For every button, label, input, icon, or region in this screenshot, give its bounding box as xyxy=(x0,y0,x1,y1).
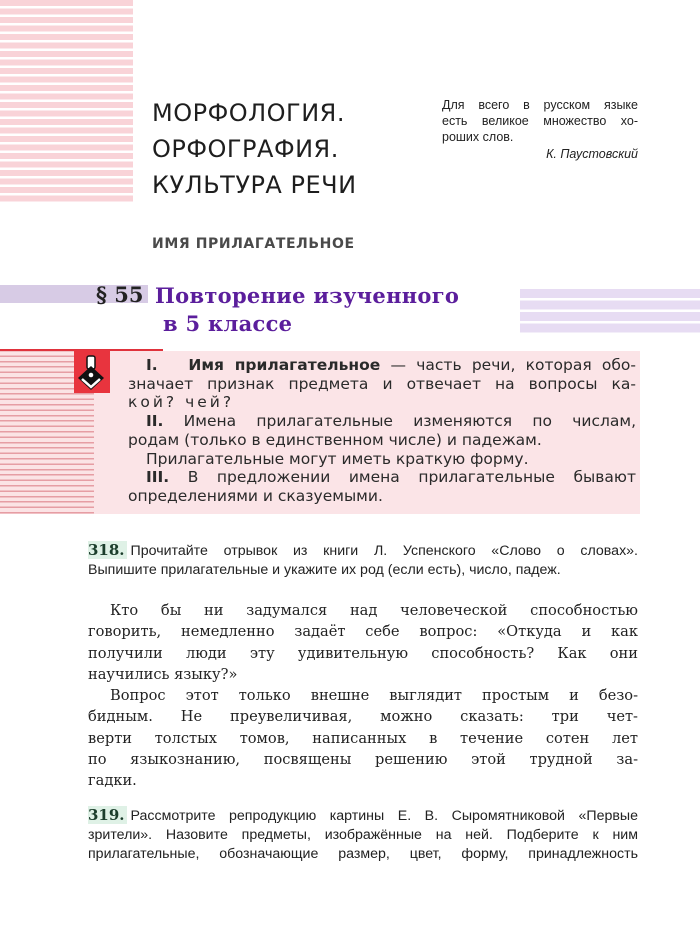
rule-text xyxy=(128,356,636,506)
exercise-318 xyxy=(88,541,638,580)
excerpt-line: получили люди эту удивительную способность? Как они xyxy=(88,644,638,662)
rule-text-fragment: В предложении имена прилагательные бывают xyxy=(169,468,636,487)
excerpt-line: говорить, немедленно задаёт себе вопрос: «Откуда и как xyxy=(88,623,638,641)
rule-numeral: II. xyxy=(146,412,164,431)
excerpt-line: Вопрос этот только внешне выглядит простым и безо- xyxy=(110,687,638,705)
exercise-number: 318. xyxy=(88,541,125,559)
paragraph-title xyxy=(155,282,459,338)
epigraph-line: роших слов. xyxy=(442,130,514,144)
exercise-line: Выпишите прилагательные и укажите их род (если есть), число, падеж. xyxy=(88,562,561,578)
unit-title-line: ОРФОГРАФИЯ. xyxy=(152,135,339,163)
epigraph-author: К. Паустовский xyxy=(546,147,638,161)
rule-line: значает признак предмета и отвечает на вопросы ка- xyxy=(128,374,636,393)
exercise-line xyxy=(88,806,638,826)
excerpt-line: научились языку?» xyxy=(88,665,238,683)
exercise-text: Рассмотрите репродукцию картины Е. В. Сыромятниковой «Первые xyxy=(130,808,638,824)
exercise-line xyxy=(88,541,638,561)
rule-text-fragment: — часть речи, которая обо- xyxy=(380,356,637,374)
excerpt-line: по языкознанию, посвящены решению этой трудной за- xyxy=(88,751,638,769)
exercise-319 xyxy=(88,806,638,864)
unit-title-line: МОРФОЛОГИЯ. xyxy=(152,99,345,127)
rule-marker-icon xyxy=(74,350,110,393)
subsection-heading: ИМЯ ПРИЛАГАТЕЛЬНОЕ xyxy=(152,236,355,252)
paragraph-number: § 55 xyxy=(96,282,144,307)
unit-title xyxy=(152,95,357,203)
epigraph-line: Для всего в русском языке xyxy=(442,98,638,112)
decorative-lavender-stripes xyxy=(520,289,700,333)
rule-numeral: I. xyxy=(146,356,158,374)
rule-numeral: III. xyxy=(146,468,170,487)
exercise-line: прилагательные, обозначающие размер, цвет, форму, принадлежность xyxy=(88,846,638,862)
exercise-number: 319. xyxy=(88,806,125,824)
rule-line xyxy=(128,356,636,375)
rule-text-fragment: Имена прилагательные изменяются по числам, xyxy=(163,412,636,431)
rule-line: родам (только в единственном числе) и падежам. xyxy=(128,430,542,449)
excerpt-text xyxy=(88,600,638,792)
rule-line xyxy=(128,412,636,431)
paragraph-title-line: в 5 классе xyxy=(163,311,293,336)
paragraph-title-line: Повторение изученного xyxy=(155,283,460,308)
exercise-text: Прочитайте отрывок из книги Л. Успенского «Слово о словах». xyxy=(130,543,638,559)
decorative-pink-stripes xyxy=(0,0,133,204)
rule-line: определениями и сказуемыми. xyxy=(128,486,383,505)
excerpt-line: верти толстых томов, написанных в течение сотен лет xyxy=(88,729,638,747)
rule-line: Прилагательные могут иметь краткую форму. xyxy=(146,449,529,468)
rule-line: кой? чей? xyxy=(128,393,235,412)
rule-line xyxy=(128,468,636,487)
excerpt-line: Кто бы ни задумался над человеческой способностью xyxy=(110,602,638,619)
excerpt-line: бидным. Не преувеличивая, можно сказать: три чет- xyxy=(88,708,638,726)
rule-term: Имя прилагательное xyxy=(188,356,381,374)
epigraph xyxy=(442,97,638,162)
excerpt-line: гадки. xyxy=(88,772,137,790)
unit-title-line: КУЛЬТУРА РЕЧИ xyxy=(152,171,357,199)
epigraph-line: есть великое множество хо- xyxy=(442,114,638,128)
exercise-line: зрители». Назовите предметы, изображённые на ней. Подберите к ним xyxy=(88,827,638,843)
